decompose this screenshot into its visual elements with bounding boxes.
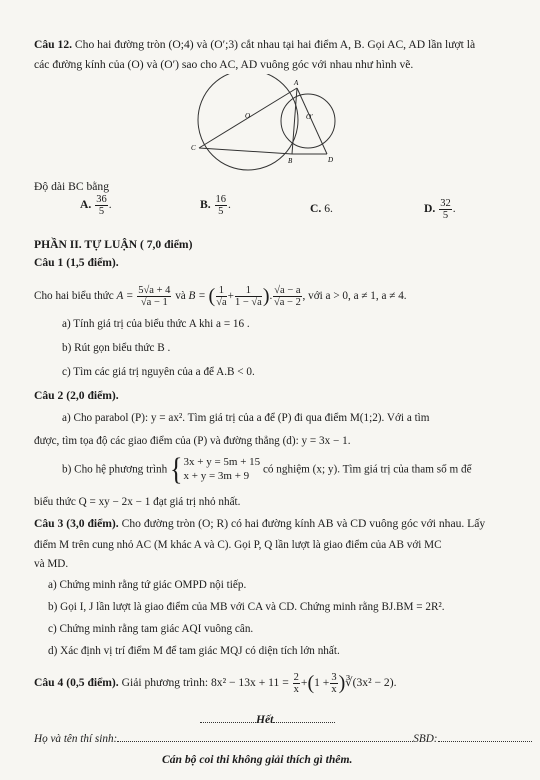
c2-b-pre: b) Cho hệ phương trình bbox=[62, 463, 168, 476]
c1-b-f1-den: √a bbox=[216, 297, 227, 309]
option-num: 16 bbox=[215, 194, 227, 205]
q12-figure bbox=[180, 74, 350, 180]
c3-line2: điểm M trên cung nhỏ AC (M khác A và C). Gọi P, Q lần lượt là giao điểm của AB với MC bbox=[34, 539, 442, 551]
end-mark-text: Hết bbox=[256, 713, 274, 726]
part2-title: PHẦN II. TỰ LUẬN ( 7,0 điểm) bbox=[34, 238, 193, 251]
name-label: Họ và tên thí sinh: bbox=[34, 733, 118, 745]
option-tail: . bbox=[108, 198, 112, 212]
c3-part-d: d) Xác định vị trí điểm M để tam giác MQJ có diện tích lớn nhất. bbox=[48, 645, 340, 657]
c3-title: Câu 3 (3,0 điểm). bbox=[34, 517, 119, 530]
q12-label: Câu 12. bbox=[34, 38, 73, 51]
sbd-label: SBD: bbox=[413, 733, 438, 745]
c4-line bbox=[34, 672, 396, 695]
c1-a-label: A = bbox=[116, 290, 134, 303]
c1-part-b: b) Rút gọn biểu thức B . bbox=[62, 342, 171, 354]
c2-part-b2: biểu thức Q = xy − 2x − 1 đạt giá trị nhỏ nhất. bbox=[34, 496, 241, 508]
c1-b-f2-den: 1 − √a bbox=[234, 297, 262, 309]
c1-b-f3-den: √a − 2 bbox=[273, 297, 301, 309]
c1-intro: Cho hai biểu thức bbox=[34, 290, 114, 303]
q12-line1 bbox=[34, 38, 475, 51]
c1-b-plus: + bbox=[227, 290, 234, 303]
c3-line3: và MD. bbox=[34, 558, 69, 570]
c1-b-f2-num: 1 bbox=[235, 285, 262, 297]
option-den: 5 bbox=[442, 210, 449, 222]
c3-part-a: a) Chứng minh rằng tứ giác OMPD nội tiếp. bbox=[48, 579, 247, 591]
c4-f2-num: 3 bbox=[331, 672, 337, 683]
segment-cb bbox=[199, 148, 292, 154]
q12-option-d[interactable] bbox=[424, 198, 456, 221]
c4-f1-num: 2 bbox=[293, 672, 299, 683]
c1-part-c: c) Tìm các giá trị nguyên của a để A.B < 0. bbox=[62, 366, 255, 378]
c4-title: Câu 4 (0,5 điểm). bbox=[34, 676, 119, 690]
q12-question: Độ dài BC bằng bbox=[34, 180, 110, 193]
label-o2: O′ bbox=[306, 113, 313, 121]
c3-part-c: c) Chứng minh rằng tam giác AQI vuông cân. bbox=[48, 623, 254, 635]
c1-a-den: √a − 1 bbox=[140, 297, 168, 309]
c1-b-f1-num: 1 bbox=[216, 285, 226, 297]
c1-a-num: 5√a + 4 bbox=[138, 285, 171, 296]
c1-b-label: B = bbox=[188, 290, 206, 303]
q12-option-c[interactable] bbox=[310, 202, 333, 215]
c3-l1: Cho đường tròn (O; R) có hai đường kính AB và CD vuông góc với nhau. Lấy bbox=[121, 517, 486, 530]
candidate-line bbox=[34, 733, 532, 746]
q12-option-a[interactable] bbox=[80, 194, 112, 217]
option-letter: A. bbox=[80, 198, 92, 212]
c1-b-dot: . bbox=[269, 290, 273, 303]
c1-part-a: a) Tính giá trị của biểu thức A khi a = 16 . bbox=[62, 318, 250, 330]
c1-and: và bbox=[175, 290, 186, 303]
label-d: D bbox=[328, 156, 334, 164]
option-text: 6. bbox=[324, 202, 333, 215]
c4-one-plus: 1 + bbox=[314, 676, 330, 690]
option-tail: . bbox=[228, 198, 231, 212]
option-letter: D. bbox=[424, 202, 436, 216]
circle-o bbox=[198, 74, 298, 170]
option-den: 5 bbox=[98, 206, 105, 218]
option-num: 32 bbox=[440, 198, 451, 209]
option-letter: C. bbox=[310, 202, 322, 215]
c2-part-a2: được, tìm tọa độ các giao điểm của (P) và đường thẳng (d): y = 3x − 1. bbox=[34, 435, 351, 447]
c4-lpar: ( bbox=[307, 672, 315, 695]
c1-b-f3-num: √a − a bbox=[274, 285, 301, 296]
option-letter: B. bbox=[200, 198, 211, 212]
c4-f2-den: x bbox=[331, 684, 337, 696]
c2-part-a1: a) Cho parabol (P): y = ax². Tìm giá trị của a để (P) đi qua điểm M(1;2). Với a tìm bbox=[62, 412, 430, 424]
c4-rpar: ) bbox=[338, 672, 346, 695]
c2-eq1: 3x + y = 5m + 15 bbox=[183, 456, 261, 468]
label-o: O bbox=[245, 112, 251, 120]
label-c: C bbox=[191, 144, 196, 152]
c2-b-post: có nghiệm (x; y). Tìm giá trị của tham số m để bbox=[262, 463, 472, 476]
footer-note: Cán bộ coi thi không giải thích gì thêm. bbox=[162, 753, 353, 766]
c1-cond: , với a > 0, a ≠ 1, a ≠ 4. bbox=[302, 290, 407, 303]
circle-o2 bbox=[281, 94, 335, 148]
c3-part-b: b) Gọi I, J lần lượt là giao điểm của MB với CA và CD. Chứng minh rằng BJ.BM = 2R². bbox=[48, 601, 445, 613]
c4-f1-den: x bbox=[293, 684, 299, 696]
c2-title: Câu 2 (2,0 điểm). bbox=[34, 389, 119, 402]
c4-end: . bbox=[393, 676, 397, 690]
c2-eq2: x + y = 3m + 9 bbox=[183, 469, 250, 482]
c4-text: Giải phương trình: bbox=[121, 676, 209, 690]
option-num: 36 bbox=[96, 194, 107, 205]
c2-part-b bbox=[62, 451, 472, 487]
c4-lhs: 8x² − 13x + 11 = bbox=[211, 676, 289, 690]
q12-text1: Cho hai đường tròn (O;4) và (O′;3) cắt nhau tại hai điểm A, B. Gọi AC, AD lần lượt là bbox=[74, 38, 476, 51]
system-brace: { bbox=[170, 451, 183, 487]
c1-title: Câu 1 (1,5 điểm). bbox=[34, 256, 119, 269]
c4-root: ∛(3x² − 2) bbox=[345, 676, 394, 690]
c3-line1 bbox=[34, 517, 485, 530]
end-mark bbox=[200, 713, 335, 726]
q12-line2: các đường kính của (O) và (O′) sao cho AC, AD vuông góc với nhau như hình vẽ. bbox=[34, 58, 414, 71]
q12-option-b[interactable] bbox=[200, 194, 231, 217]
c1-expressions: Cho hai biểu thức A = $\frac{5√a + 4}{√a - 1}$ và B = ( $\frac{1}{√a}$ + $\frac{1}{1 - √a}$ ). $\frac{√a - a}{√a - 2}$ , với a > 0, a ≠ 1, a ≠ 4. bbox=[34, 285, 407, 309]
option-tail: . bbox=[452, 202, 456, 216]
option-den: 5 bbox=[218, 206, 224, 218]
c4-plus: + bbox=[300, 676, 308, 690]
label-a: A bbox=[294, 79, 299, 87]
label-b: B bbox=[288, 157, 293, 165]
